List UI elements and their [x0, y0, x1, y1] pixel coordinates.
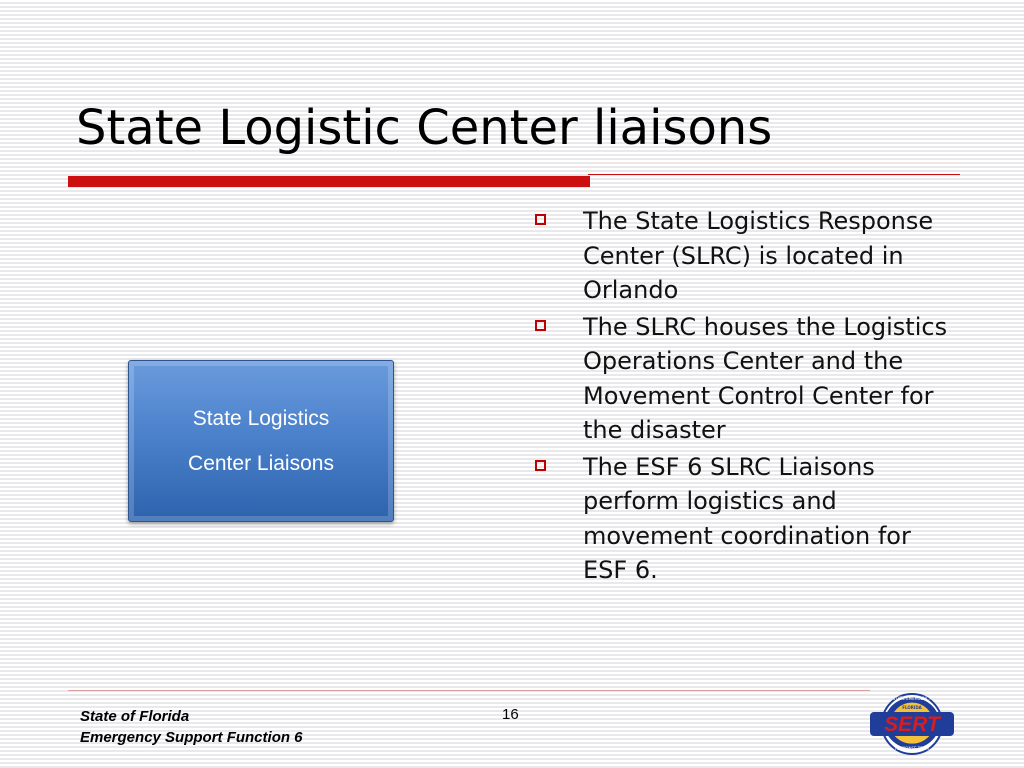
square-bullet-icon: [535, 460, 546, 471]
bullet-list: [530, 204, 950, 590]
logo-ring-top: STATE EMERGENCY: [892, 696, 932, 701]
box-text-line1: State Logistics: [192, 407, 330, 430]
bullet-item: [530, 310, 950, 448]
logo-ring-bottom: RESPONSE TEAM: [895, 746, 929, 751]
square-bullet-icon: [535, 320, 546, 331]
slide-title: State Logistic Center liaisons: [76, 100, 773, 156]
footer-line1: State of Florida: [80, 708, 190, 725]
square-bullet-icon: [535, 214, 546, 225]
box-text-line2: Center Liaisons: [188, 452, 334, 475]
bullet-item: [530, 204, 950, 308]
title-underline-thick: [68, 176, 590, 187]
page-number: 16: [502, 706, 519, 723]
bullet-item: [530, 450, 950, 588]
bullet-text: The SLRC houses the Logistics Operations Center and the Movement Control Center for the disaster: [583, 312, 948, 444]
bullet-text: The ESF 6 SLRC Liaisons perform logistics and movement coordination for ESF 6.: [583, 452, 911, 584]
bullet-text: The State Logistics Response Center (SLRC) is located in Orlando: [583, 207, 934, 304]
footer-divider: [68, 690, 870, 691]
logo-text: SERT: [884, 713, 940, 736]
sert-logo-icon: [866, 688, 958, 760]
title-underline-thin: [588, 174, 960, 175]
logo-ring-middle: FLORIDA: [902, 705, 922, 710]
footer-organization: [80, 706, 303, 748]
state-logistics-liaisons-box: [128, 360, 394, 522]
footer-line2: Emergency Support Function 6: [80, 729, 303, 746]
